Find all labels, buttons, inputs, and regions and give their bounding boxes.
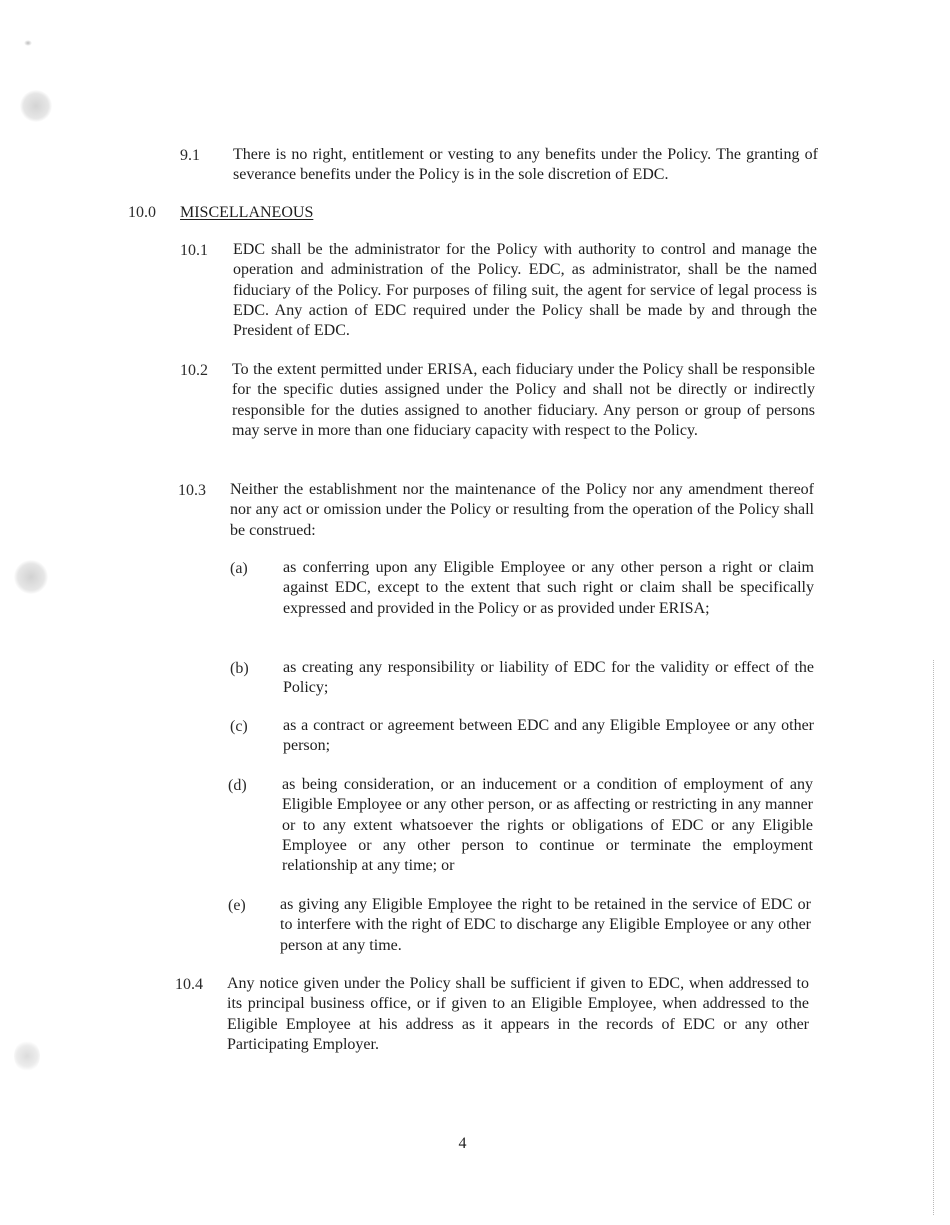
subitem-text: as a contract or agreement between EDC and any Eligible Employee or any other person;: [283, 717, 814, 755]
subitem-label: (d): [228, 777, 247, 794]
item-number: 10.3: [178, 482, 206, 499]
scan-edge-line: [933, 660, 934, 1215]
subitem-text: as conferring upon any Eligible Employee or any other person a right or claim against EDC, except to the extent that such right or claim shall be specifically expressed and provided in the Policy or as provided under ERISA;: [283, 559, 814, 617]
item-text: EDC shall be the administrator for the Policy with authority to control and manage the operation and administration of the Policy. EDC, as administrator, shall be the named fiduciary of the Policy. For purposes of filing suit, the agent for service of legal process is EDC. Any action of EDC required under the Policy shall be made by and through the President of EDC.: [233, 241, 817, 340]
section-heading: MISCELLANEOUS: [180, 204, 314, 221]
item-text: Any notice given under the Policy shall be sufficient if given to EDC, when addressed to its principal business office, or if given to an Eligible Employee, when addressed to the Eligible Employee at his address as it appears in the records of EDC or any other Participating Employer.: [227, 975, 809, 1053]
subitem-label: (a): [230, 560, 248, 577]
scan-speck: [14, 1040, 40, 1072]
item-text: To the extent permitted under ERISA, each fiduciary under the Policy shall be responsible for the specific duties assigned under the Policy and shall not be directly or indirectly responsible for the duties assigned to another fiduciary. Any person or group of persons may serve in more than one fiduciary capacity with respect to the Policy.: [232, 361, 815, 439]
scan-speck: [24, 40, 32, 46]
hole-punch-mark: [20, 90, 52, 122]
item-number: 10.1: [180, 242, 208, 259]
item-text: Neither the establishment nor the maintenance of the Policy nor any amendment thereof nor any act or omission under the Policy or resulting from the operation of the Policy shall be construed:: [230, 481, 814, 539]
page-number: 4: [458, 1135, 467, 1152]
subitem-label: (c): [230, 718, 248, 735]
item-text: There is no right, entitlement or vesting to any benefits under the Policy. The granting of severance benefits under the Policy is in the sole discretion of EDC.: [233, 146, 818, 184]
section-number: 10.0: [128, 204, 156, 221]
item-number: 9.1: [180, 147, 200, 164]
hole-punch-mark: [14, 560, 48, 594]
subitem-label: (b): [230, 660, 249, 677]
subitem-text: as creating any responsibility or liability of EDC for the validity or effect of the Policy;: [283, 659, 814, 697]
subitem-text: as giving any Eligible Employee the right to be retained in the service of EDC or to interfere with the right of EDC to discharge any Eligible Employee or any other person at any time.: [280, 896, 811, 954]
item-number: 10.4: [175, 976, 203, 993]
subitem-text: as being consideration, or an inducement or a condition of employment of any Eligible Employee or any other person, or as affecting or restricting in any manner or to any extent whatsoever the rights or obligations of EDC or any Eligible Employee or any other person to continue or terminate the employment relationship at any time; or: [282, 776, 813, 875]
subitem-label: (e): [228, 897, 246, 914]
item-number: 10.2: [180, 362, 208, 379]
